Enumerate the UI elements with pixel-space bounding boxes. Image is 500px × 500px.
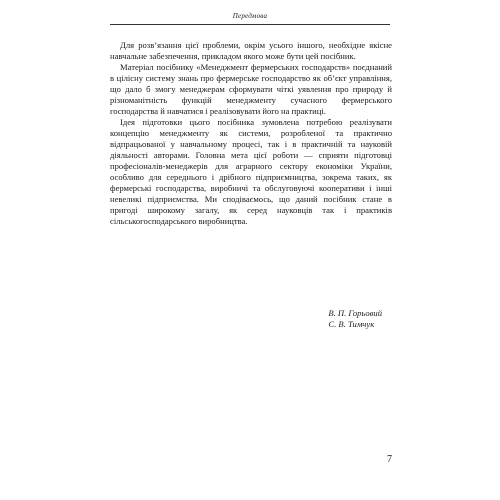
paragraph: Матеріал посібнику «Менеджмент фермерських господарств» поєднаний в цілісну систему знань про фермерське господарство як об’єкт управління, що дало б змогу менеджерам сформувати чіткі уявлення про природу й різноманітність функцій менеджменту сучасного фермерського господарства й навчатися і реалізовувати його на практиці. <box>110 62 392 116</box>
author-name: В. П. Горьовий <box>328 308 382 318</box>
author-signatures <box>328 308 382 330</box>
author-name: С. В. Тимчук <box>328 319 375 329</box>
paragraph: Для розв’язання цієї проблеми, окрім усього іншого, необхідне якісне навчальне забезпечення, прикладом якого може бути цей посібник. <box>110 40 392 61</box>
body-text <box>110 40 392 227</box>
running-head: Передмова <box>232 12 268 20</box>
header-rule <box>110 24 390 25</box>
paragraph: Ідея підготовки цього посібника зумовлена потребою реалізувати концепцію менеджменту як системи, розробленої та практично відпрацьованої у навчальному процесі, так і в практичній та науковій діяльності авторами. Головна мета цієї роботи — сприяти підготовці професіоналів-менеджерів для аграрного сектору економіки України, особливо для середнього і дрібного підприємництва, зокрема таких, як фермерські господарства, виробничі та обслуговуючі кооперативи і інші невеликі підприємства. Ми сподіваємось, що даний посібник стане в пригоді широкому загалу, як серед науковців так і практиків сільськогосподарського виробництва. <box>110 117 392 226</box>
page-number: 7 <box>387 454 392 465</box>
